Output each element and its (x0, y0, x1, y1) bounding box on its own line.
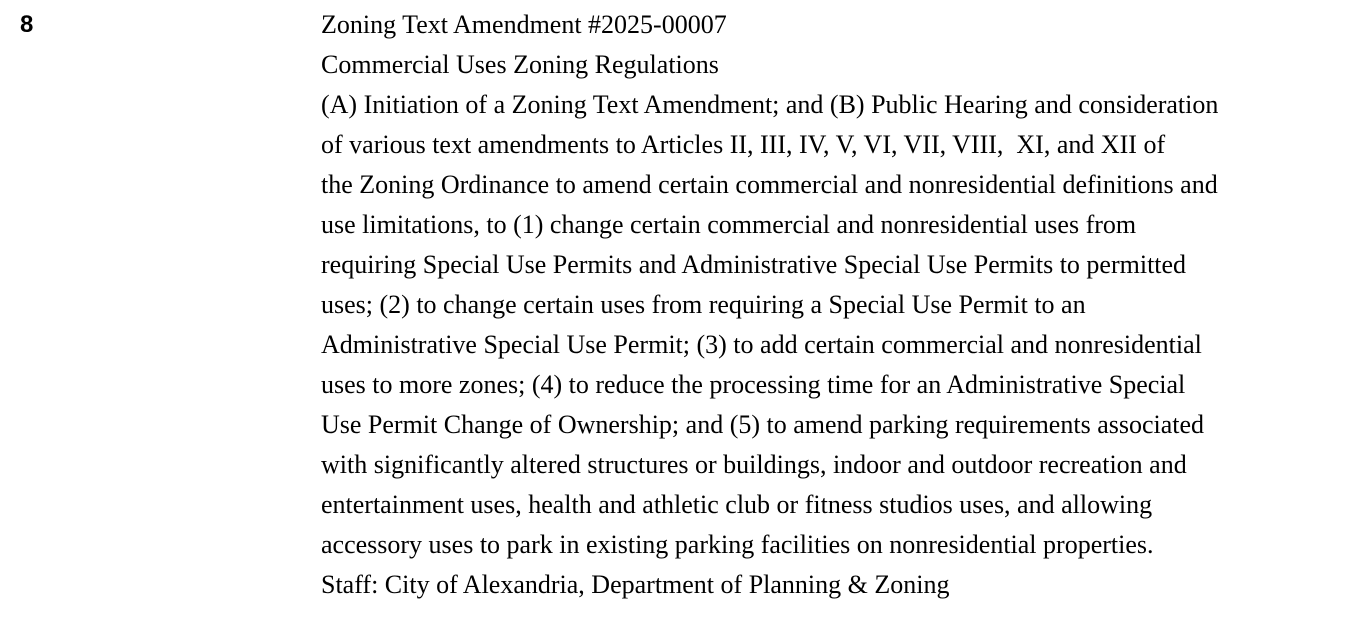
description-line: entertainment uses, health and athletic club or fitness studios uses, and allowing (321, 490, 1153, 519)
description-line: Administrative Special Use Permit; (3) to add certain commercial and nonresidential (321, 330, 1202, 359)
item-number: 8 (20, 11, 34, 38)
description-line: the Zoning Ordinance to amend certain commercial and nonresidential definitions and (321, 170, 1218, 199)
description-line: requiring Special Use Permits and Administrative Special Use Permits to permitted (321, 250, 1187, 279)
description-line: uses; (2) to change certain uses from requiring a Special Use Permit to an (321, 290, 1086, 319)
description-line: of various text amendments to Articles II, III, IV, V, VI, VII, VIII, XI, and XII of (321, 130, 1166, 159)
description-line: uses to more zones; (4) to reduce the processing time for an Administrative Special (321, 370, 1186, 399)
description-line: use limitations, to (1) change certain commercial and nonresidential uses from (321, 210, 1137, 239)
description-line: (A) Initiation of a Zoning Text Amendment; and (B) Public Hearing and consideration (321, 90, 1219, 119)
description-line: Use Permit Change of Ownership; and (5) to amend parking requirements associated (321, 410, 1205, 439)
description-line: accessory uses to park in existing parking facilities on nonresidential properties. (321, 530, 1154, 559)
case-title: Zoning Text Amendment #2025-00007 (321, 10, 727, 39)
staff-line: Staff: City of Alexandria, Department of Planning & Zoning (321, 570, 950, 599)
description-line: with significantly altered structures or buildings, indoor and outdoor recreation and (321, 450, 1187, 479)
case-subtitle: Commercial Uses Zoning Regulations (321, 50, 719, 79)
item-body (321, 5, 1351, 605)
